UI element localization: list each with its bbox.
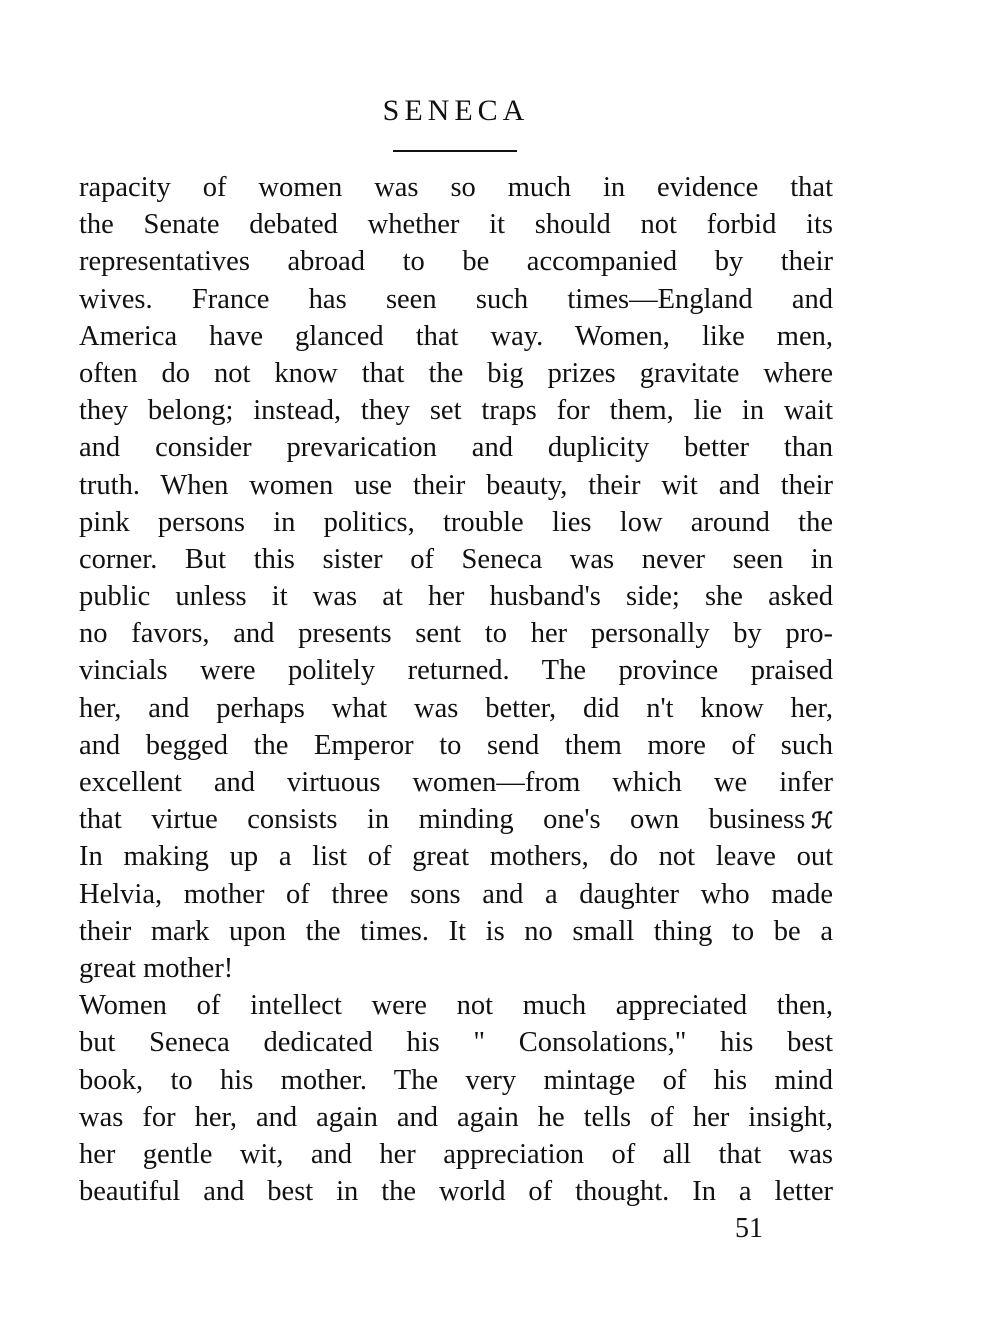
- text-line: and begged the Emperor to send them more of such: [79, 729, 833, 761]
- header-rule: [393, 150, 517, 152]
- text-line: their mark upon the times. It is no small thing to be a: [79, 915, 833, 947]
- text-line: that virtue consists in minding one's own business: [79, 804, 806, 836]
- text-line: vincials were politely returned. The province praised: [79, 655, 833, 687]
- text-line: her, and perhaps what was better, did n't know her,: [79, 692, 833, 724]
- text-line: excellent and virtuous women—from which we infer: [79, 767, 833, 798]
- page-number: 51: [735, 1213, 763, 1244]
- text-line: great mother!: [79, 952, 234, 984]
- text-line: often do not know that the big prizes gravitate where: [79, 357, 833, 389]
- text-line: Helvia, mother of three sons and a daughter who made: [79, 878, 833, 910]
- text-line: but Seneca dedicated his " Consolations," his best: [79, 1027, 833, 1059]
- body-text: [79, 169, 833, 1210]
- text-line: was for her, and again and again he tells of her insight,: [79, 1101, 833, 1133]
- text-line: In making up a list of great mothers, do not leave out: [79, 841, 833, 873]
- text-line: and consider prevarication and duplicity better than: [79, 432, 833, 464]
- text-line-with-ornament: [79, 801, 833, 838]
- text-line: the Senate debated whether it should not forbid its: [79, 209, 833, 241]
- text-line: truth. When women use their beauty, their wit and their: [79, 469, 833, 501]
- text-line: representatives abroad to be accompanied by their: [79, 246, 833, 278]
- text-line: her gentle wit, and her appreciation of all that was: [79, 1138, 833, 1170]
- section-ornament-icon: ℋ: [811, 808, 833, 834]
- text-line: pink persons in politics, trouble lies low around the: [79, 506, 833, 538]
- text-line: wives. France has seen such times—England and: [79, 283, 833, 315]
- text-line: they belong; instead, they set traps for them, lie in wait: [79, 395, 833, 427]
- text-line: corner. But this sister of Seneca was never seen in: [79, 543, 833, 575]
- text-line: Women of intellect were not much appreciated then,: [79, 990, 833, 1022]
- text-line: book, to his mother. The very mintage of his mind: [79, 1064, 833, 1096]
- text-line: America have glanced that way. Women, like men,: [79, 320, 833, 352]
- text-line: rapacity of women was so much in evidence that: [79, 172, 833, 203]
- text-line: no favors, and presents sent to her personally by pro-: [79, 618, 833, 650]
- running-title: SENECA: [382, 94, 530, 127]
- text-line: public unless it was at her husband's side; she asked: [79, 581, 833, 613]
- text-line: beautiful and best in the world of thought. In a letter: [79, 1176, 833, 1208]
